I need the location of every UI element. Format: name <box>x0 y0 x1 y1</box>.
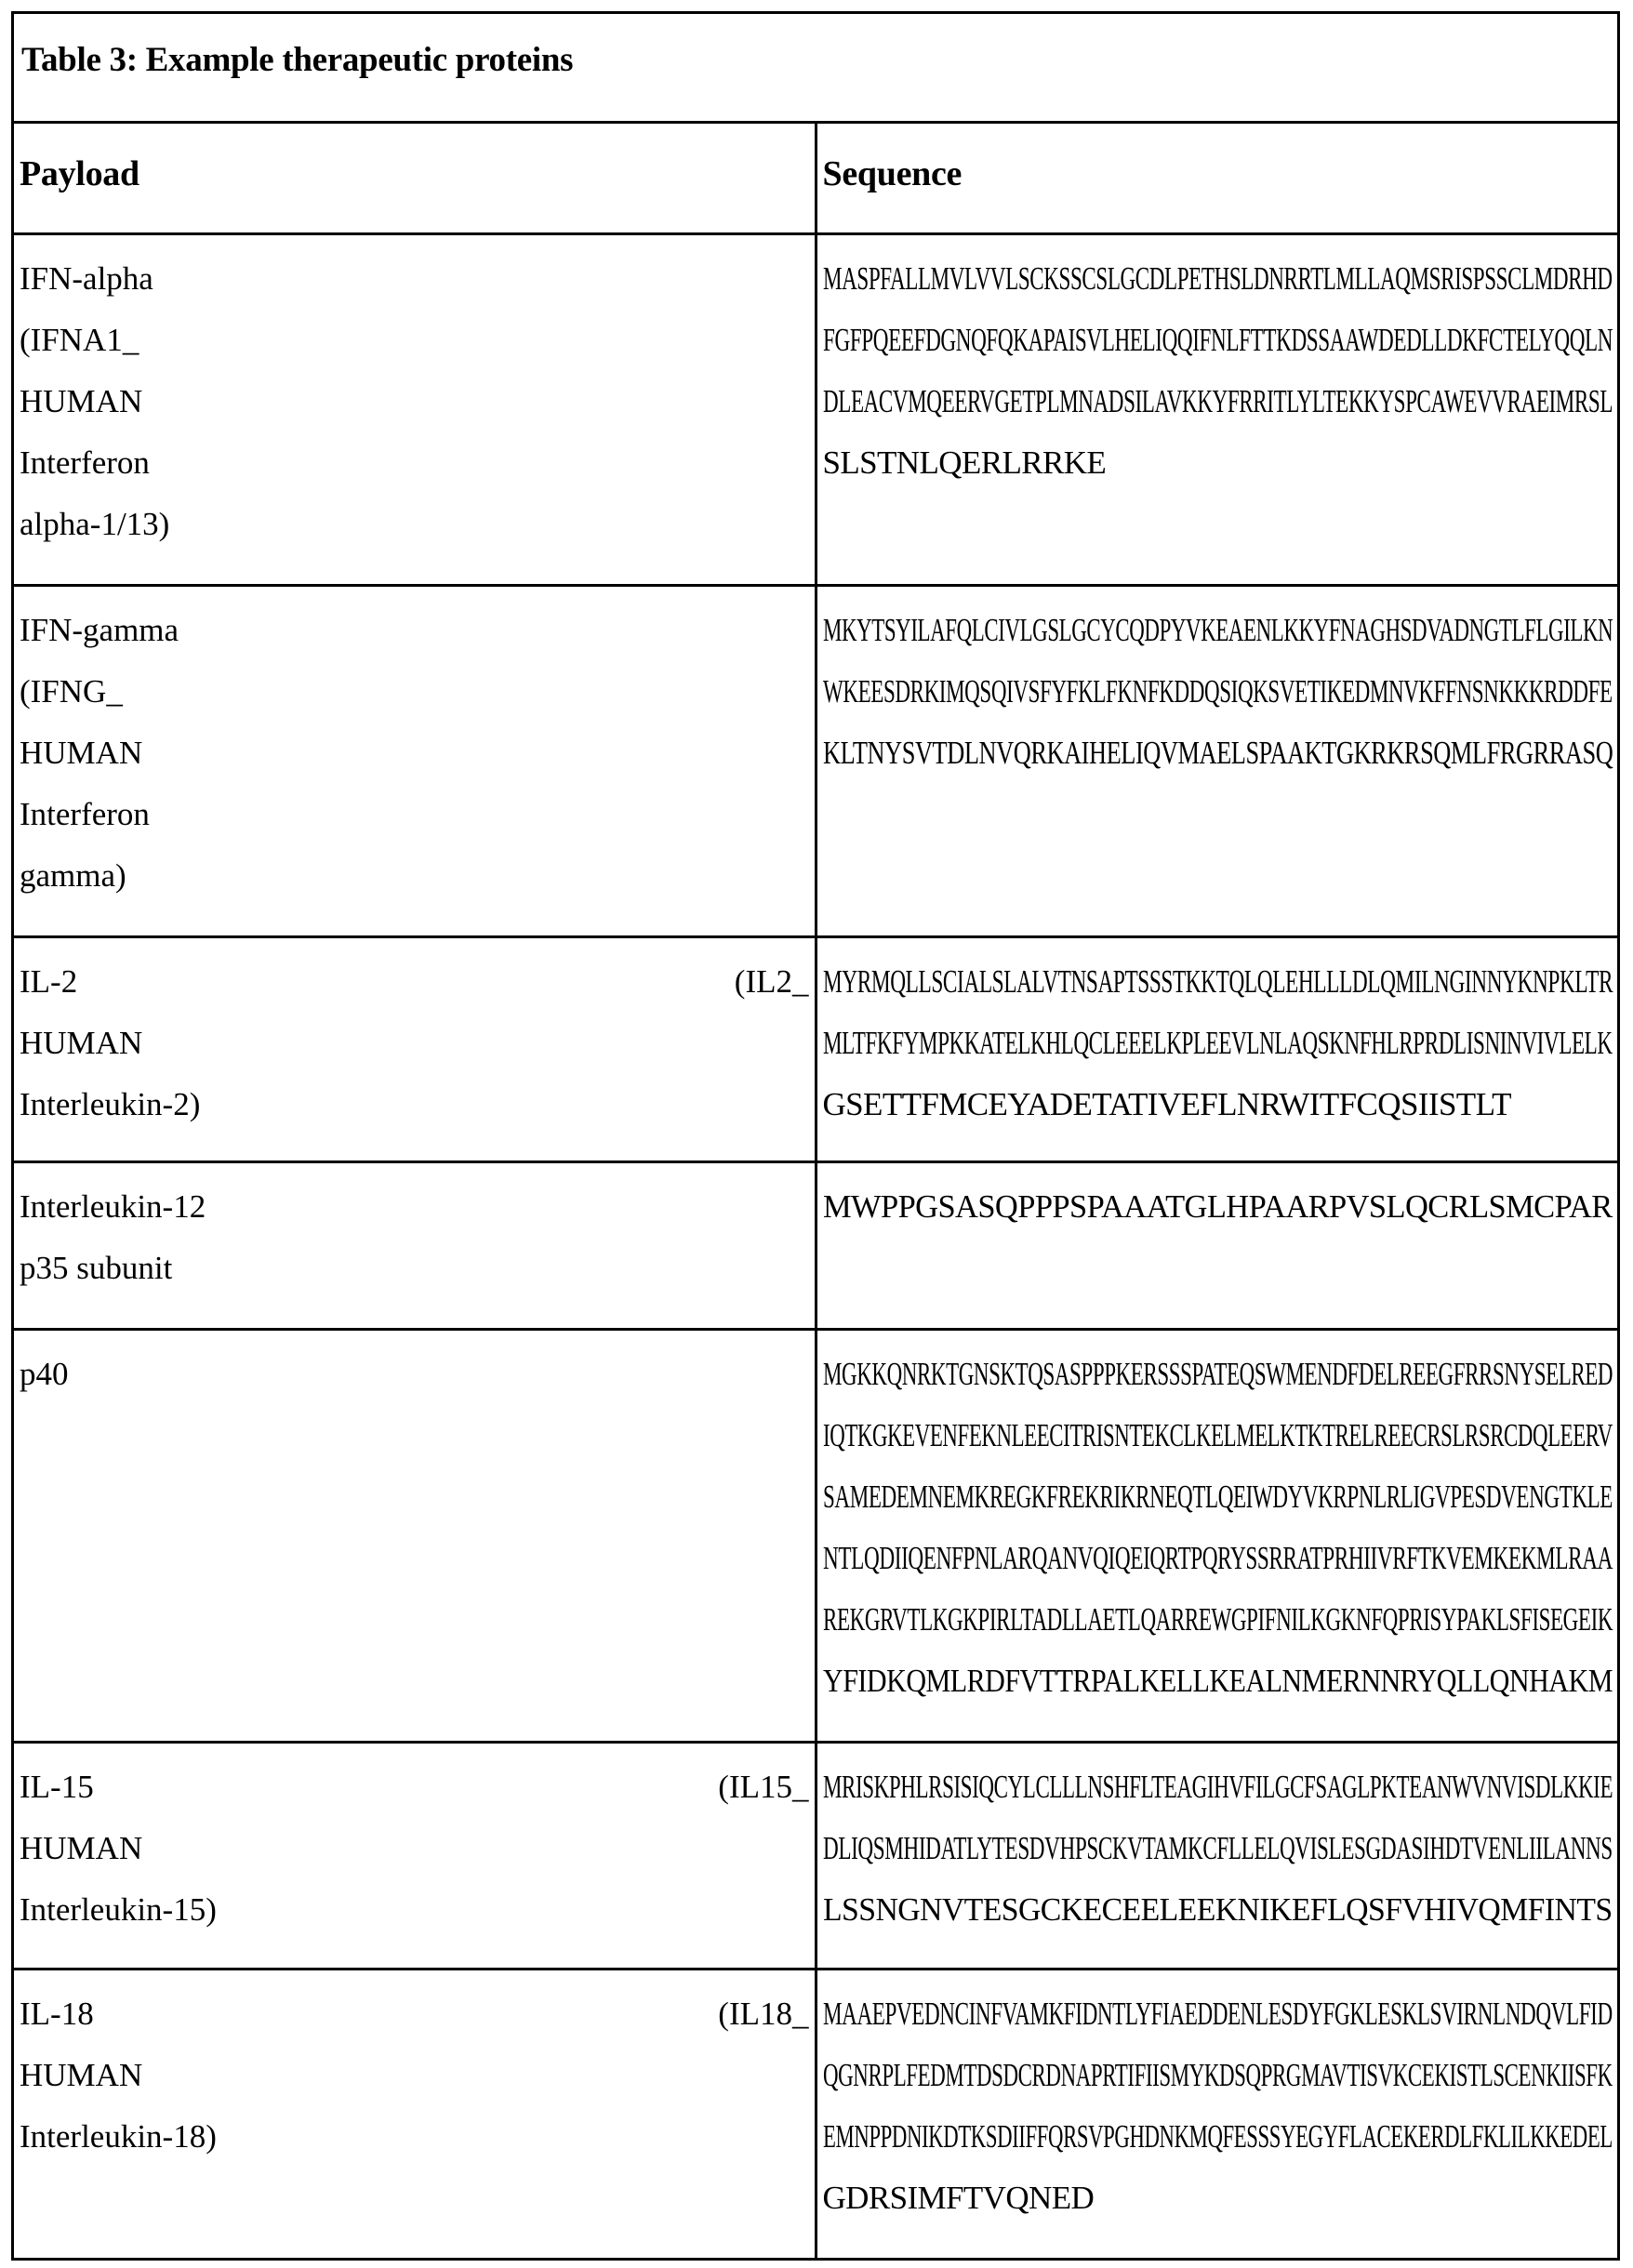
table-title: Table 3: Example therapeutic proteins <box>13 13 1619 123</box>
sequence-line: NTLQDIIQENFPNLARQANVQIQEIQRTPQRYSSRRATPRHIIVRFTKVEMKEKMLRAA <box>822 1540 1613 1576</box>
sequence-line: YFIDKQMLRDFVTTRPALKELLKEALNMERNNRYQLLQNHAKM <box>822 1663 1613 1699</box>
sequence-cell <box>816 1743 1619 1970</box>
sequence-line: GDRSIMFTVQNED <box>822 2180 1095 2216</box>
sequence-line: MRISKPHLRSISIQCYLCLLLNSHFLTEAGIHVFILGCFSAGLPKTEANWVNVISDLKKIE <box>822 1769 1613 1805</box>
payload-line <box>20 1983 809 2045</box>
payload-cell <box>13 1743 816 1970</box>
payload-word: IL-18 <box>20 1996 94 2032</box>
payload-line: IFN-gamma <box>20 612 179 648</box>
payload-line <box>20 1757 809 1818</box>
payload-word: IL-2 <box>20 963 78 1000</box>
sequence-line: EMNPPDNIKDTKSDIIFFQRSVPGHDNKMQFESSSYEGYFLACEKERDLFKLILKKEDEL <box>822 2118 1613 2155</box>
payload-line <box>20 951 809 1013</box>
payload-word: (IL15_ <box>718 1769 809 1805</box>
sequence-line: MGKKQNRKTGNSKTQSASPPPKERSSSPATEQSWMENDFDELREEGFRRSNYSELRED <box>822 1356 1613 1392</box>
payload-cell <box>13 1970 816 2260</box>
sequence-cell <box>816 1330 1619 1743</box>
sequence-line: IQTKGKEVENFEKNLEECITRISNTEKCLKELMELKTKTRELREECRSLRSRCDQLEERV <box>822 1417 1613 1453</box>
sequence-line: DLIQSMHIDATLYTESDVHPSCKVTAMKCFLLELQVISLESGDASIHDTVENLIILANNS <box>822 1830 1613 1866</box>
sequence-cell <box>816 234 1619 586</box>
sequence-cell <box>816 937 1619 1162</box>
payload-line: HUMAN <box>20 2057 143 2093</box>
sequence-line: KLTNYSVTDLNVQRKAIHELIQVMAELSPAAKTGKRKRSQMLFRGRRASQ <box>822 735 1613 771</box>
sequence-line: MASPFALLMVLVVLSCKSSCSLGCDLPETHSLDNRRTLMLLAQMSRISPSSCLMDRHD <box>822 260 1613 297</box>
sequence-line: DLEACVMQEERVGETPLMNADSILAVKKYFRRITLYLTEKKYSPCAWEVVRAEIMRSL <box>822 383 1613 419</box>
table-row <box>13 937 1619 1162</box>
sequence-cell <box>816 586 1619 937</box>
sequence-line: REKGRVTLKGKPIRLTADLLAETLQARREWGPIFNILKGKNFQPRISYPAKLSFISEGEIK <box>822 1601 1613 1638</box>
payload-cell <box>13 1330 816 1743</box>
sequence-line: SAMEDEMNEMKREGKFREKRIKRNEQTLQEIWDYVKRPNLRLIGVPESDVENGTKLE <box>822 1479 1613 1515</box>
payload-word: (IL18_ <box>718 1996 809 2032</box>
payload-line: HUMAN <box>20 383 143 419</box>
sequence-cell <box>816 1162 1619 1330</box>
payload-line: Interleukin-12 <box>20 1188 206 1225</box>
payload-line: p40 <box>20 1356 69 1392</box>
payload-line: IFN-alpha <box>20 260 153 297</box>
payload-cell <box>13 234 816 586</box>
payload-line: alpha-1/13) <box>20 506 170 542</box>
table-row <box>13 1330 1619 1743</box>
sequence-cell <box>816 1970 1619 2260</box>
payload-line: p35 subunit <box>20 1250 173 1286</box>
table-title-row <box>13 13 1619 123</box>
sequence-line: WKEESDRKIMQSQIVSFYFKLFKNFKDDQSIQKSVETIKEDMNVKFFNSNKKKRDDFE <box>822 673 1613 710</box>
payload-line: HUMAN <box>20 735 143 771</box>
sequence-line: GSETTFMCEYADETATIVEFLNRWITFCQSIISTLT <box>822 1086 1511 1122</box>
payload-word: (IL2_ <box>734 963 809 1000</box>
payload-word: IL-15 <box>20 1769 94 1805</box>
therapeutic-proteins-table <box>11 11 1620 2261</box>
sequence-line: LSSNGNVTESGCKECEELEEKNIKEFLQSFVHIVQMFINTS <box>822 1891 1613 1928</box>
payload-cell <box>13 586 816 937</box>
table-row <box>13 1970 1619 2260</box>
sequence-line: MLTFKFYMPKKATELKHLQCLEEELKPLEEVLNLAQSKNFHLRPRDLISNINVIVLELK <box>822 1025 1613 1061</box>
payload-line: Interferon <box>20 796 150 832</box>
table-row <box>13 1162 1619 1330</box>
payload-line: HUMAN <box>20 1025 143 1061</box>
payload-line: (IFNG_ <box>20 673 123 710</box>
sequence-line: MKYTSYILAFQLCIVLGSLGCYCQDPYVKEAENLKKYFNAGHSDVADNGTLFLGILKN <box>822 612 1613 648</box>
column-header-payload: Payload <box>13 123 816 234</box>
sequence-line: SLSTNLQERLRRKE <box>822 444 1107 481</box>
table-row <box>13 586 1619 937</box>
payload-line: HUMAN <box>20 1830 143 1866</box>
payload-line: Interferon <box>20 444 150 481</box>
table-row <box>13 234 1619 586</box>
table-row <box>13 1743 1619 1970</box>
sequence-line: MWPPGSASQPPPSPAAATGLHPAARPVSLQCRLSMCPAR <box>822 1188 1613 1225</box>
sequence-line: MYRMQLLSCIALSLALVTNSAPTSSSTKKTQLQLEHLLLDLQMILNGINNYKNPKLTR <box>822 963 1613 1000</box>
sequence-line: QGNRPLFEDMTDSDCRDNAPRTIFIISMYKDSQPRGMAVTISVKCEKISTLSCENKIISFK <box>822 2057 1613 2093</box>
table-header-row <box>13 123 1619 234</box>
sequence-line: FGFPQEEFDGNQFQKAPAISVLHELIQQIFNLFTTKDSSAAWDEDLLDKFCTELYQQLN <box>822 322 1613 358</box>
payload-line: gamma) <box>20 857 126 894</box>
payload-cell <box>13 1162 816 1330</box>
sequence-line: MAAEPVEDNCINFVAMKFIDNTLYFIAEDDENLESDYFGKLESKLSVIRNLNDQVLFID <box>822 1996 1613 2032</box>
payload-line: (IFNA1_ <box>20 322 139 358</box>
column-header-sequence: Sequence <box>816 123 1619 234</box>
payload-line: Interleukin-2) <box>20 1086 201 1122</box>
payload-cell <box>13 937 816 1162</box>
payload-line: Interleukin-15) <box>20 1891 217 1928</box>
payload-line: Interleukin-18) <box>20 2118 217 2155</box>
